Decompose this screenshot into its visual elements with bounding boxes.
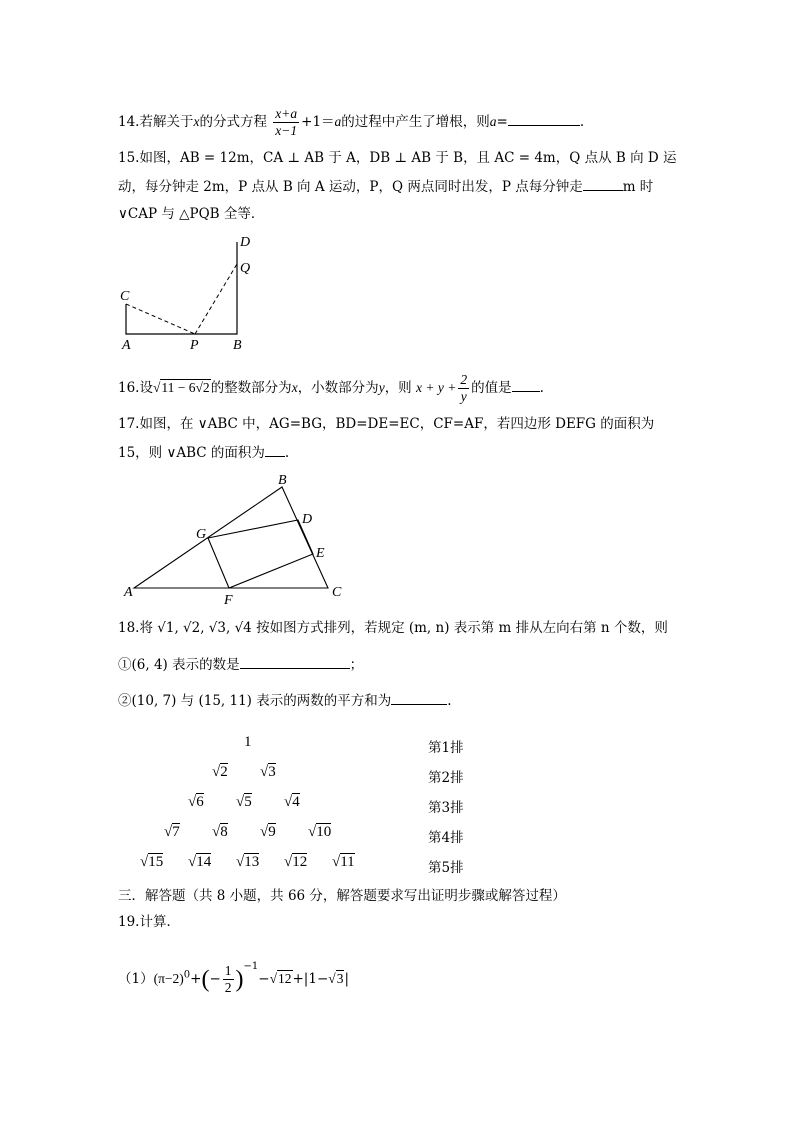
q16-var-y: y — [378, 380, 385, 395]
q15-line-2 — [118, 176, 653, 197]
q19-operator: + — [190, 971, 202, 987]
q19-term-pi: (π−2) — [153, 971, 184, 986]
q18-answer-blank-1[interactable] — [240, 654, 350, 669]
q18-cell-value — [188, 854, 211, 871]
q18-cell-value — [236, 854, 259, 871]
q18-cell-number: 6 — [196, 794, 204, 810]
q19-radicand: 3 — [336, 971, 344, 986]
q19-part-1 — [118, 955, 349, 996]
q15-label-b: B — [233, 338, 242, 353]
q15-segment-pq — [195, 264, 237, 334]
q18-cell-number: 4 — [292, 794, 300, 810]
q18-radical-sign: √ — [284, 794, 293, 810]
q18-cell-number: 1 — [244, 734, 252, 750]
q16-radicand: 11 − 6√2 — [161, 380, 210, 395]
q16-answer-blank[interactable] — [512, 377, 540, 392]
q17-line-1 — [118, 414, 654, 434]
q16-frac-den: y — [460, 389, 467, 404]
q14-fraction — [273, 106, 299, 139]
q19-radicand: 12 — [278, 971, 292, 986]
q19-frac-num: 1 — [224, 963, 232, 978]
q18-cell-value — [260, 764, 276, 781]
q18-cell-number: 14 — [196, 854, 212, 870]
q17-line-2 — [118, 442, 289, 463]
q17-answer-blank[interactable] — [265, 442, 285, 457]
q18-cell-value — [332, 854, 355, 871]
q15-text: ∨CAP 与 △PQB 全等． — [118, 206, 265, 222]
q18-row-label: 第2排 — [428, 770, 464, 786]
q18-radical-sign: √ — [188, 854, 197, 870]
q16-text: ，小数部分为 — [297, 380, 379, 396]
q19-exponent: −1 — [243, 961, 259, 972]
section-3-heading — [118, 886, 566, 906]
q14-var-a: a — [489, 114, 497, 129]
q18-radical-sign: √ — [260, 764, 269, 780]
q18-cell-number: 3 — [268, 764, 276, 780]
q18-cell-number: 15 — [148, 854, 164, 870]
q19-part-label: （1） — [118, 971, 154, 987]
q19-operator: − — [209, 971, 221, 987]
q18-cell-number: 10 — [316, 824, 332, 840]
q18-cell-value — [236, 734, 252, 751]
q16-text: ，则 — [384, 380, 412, 396]
q18-cell-number: 9 — [268, 824, 276, 840]
q15-figure-outline — [126, 242, 237, 334]
q17-text: 15，则 ∨ABC 的面积为 — [118, 445, 265, 461]
q18-radical-sign: √ — [236, 794, 245, 810]
q14-frac-den: x−1 — [275, 123, 298, 138]
q18-item-1 — [118, 654, 363, 675]
q18-cell-value — [212, 824, 228, 841]
q19-operator: − — [258, 971, 270, 987]
q18-cell-number: 5 — [244, 794, 252, 810]
q14-text: . — [579, 114, 585, 130]
q18-row-label: 第1排 — [428, 740, 464, 756]
q15-segment-cp — [126, 304, 195, 334]
q18-cell-number: 8 — [220, 824, 228, 840]
q15-line-3 — [118, 204, 264, 224]
q17-label-b: B — [278, 473, 287, 488]
q15-text: 动，每分钟走 2m，P 点从 B 向 A 运动，P，Q 两点同时出发，P 点每分钟走 — [118, 179, 583, 195]
q18-text: 18.将 √1, √2, √3, √4 按如图方式排列，若规定 (m, n) 表示第 m 排从左向右第 n 个数，则 — [118, 620, 668, 636]
q18-cell-value — [236, 794, 252, 811]
q19-text: | — [344, 971, 349, 987]
q17-triangle-abc — [134, 487, 328, 588]
q18-radical-sign: √ — [212, 764, 221, 780]
q18-cell-number: 11 — [340, 854, 355, 870]
q17-label-d: D — [302, 512, 313, 527]
q15-label-a: A — [122, 338, 131, 353]
q19-radical: √12 — [269, 971, 292, 986]
q16-line — [118, 372, 544, 405]
q18-cell-value — [260, 824, 276, 841]
q18-row-label: 第4排 — [428, 830, 464, 846]
q18-cell-number: 7 — [172, 824, 180, 840]
q18-row-label: 第3排 — [428, 800, 464, 816]
q18-cell-number: 2 — [220, 764, 228, 780]
q18-cell-value — [284, 794, 300, 811]
q18-cell-number: 13 — [244, 854, 260, 870]
section-3-text: 三．解答题（共 8 小题，共 66 分，解答题要求写出证明步骤或解答过程） — [118, 888, 566, 904]
q15-label-d: D — [240, 235, 251, 250]
q18-radical-sign: √ — [188, 794, 197, 810]
q15-line-1 — [118, 148, 677, 168]
q17-label-g: G — [196, 527, 207, 542]
q18-radical-sign: √ — [332, 854, 341, 870]
q16-text: 的整数部分为 — [210, 380, 292, 396]
q18-cell-value — [212, 764, 228, 781]
q19-fraction — [223, 963, 234, 996]
q17-text: . — [284, 445, 290, 461]
q14-var-x: x — [193, 114, 200, 129]
q18-cell-number: 12 — [292, 854, 308, 870]
q19-paren: ( — [201, 966, 210, 993]
q17-label-f: F — [224, 593, 233, 608]
q14-text: 的分式方程 — [199, 114, 267, 130]
q15-label-q: Q — [240, 261, 251, 276]
q18-line-1 — [118, 618, 668, 638]
q14-answer-blank[interactable] — [508, 111, 580, 126]
q18-cell-value — [284, 854, 307, 871]
q15-label-p: P — [190, 338, 199, 353]
q17-label-c: C — [332, 585, 342, 600]
q14-var-a: a — [334, 114, 342, 129]
q18-text: ； — [349, 657, 364, 673]
q18-row-label: 第5排 — [428, 860, 464, 876]
q17-label-e: E — [316, 546, 325, 561]
q14-text: 14.若解关于 — [118, 114, 194, 130]
q18-radical-sign: √ — [260, 824, 269, 840]
q18-radical-sign: √ — [284, 854, 293, 870]
q17-label-a: A — [124, 585, 133, 600]
q18-text: ②(10, 7) 与 (15, 11) 表示的两数的平方和为 — [118, 693, 392, 709]
q19-title — [118, 912, 180, 932]
q19-exponent: 0 — [183, 969, 191, 981]
q19-text: 19.计算． — [118, 914, 180, 930]
q17-quadrilateral-defg — [208, 520, 313, 588]
q18-item-2 — [118, 690, 452, 711]
q18-radical-sign: √ — [236, 854, 245, 870]
q15-text: 15.如图，AB = 12m，CA ⊥ AB 于 A，DB ⊥ AB 于 B，且 AC = 4m，Q 点从 B 向 D 运 — [118, 150, 677, 166]
q18-cell-value — [308, 824, 331, 841]
q15-answer-blank[interactable] — [583, 176, 623, 191]
q16-var-x: x — [291, 380, 298, 395]
q14-text: = — [496, 114, 508, 130]
q18-cell-value — [140, 854, 163, 871]
q18-cell-value — [188, 794, 204, 811]
q18-text: ①(6, 4) 表示的数是 — [118, 657, 240, 673]
q18-radical-sign: √ — [308, 824, 317, 840]
q14-text: +1＝ — [301, 114, 335, 130]
q18-radical-sign: √ — [212, 824, 221, 840]
q14-text: 的过程中产生了增根，则 — [341, 114, 490, 130]
q19-radical: √3 — [328, 971, 344, 986]
q18-text: . — [447, 693, 452, 709]
q18-radical-sign: √ — [140, 854, 149, 870]
q16-frac-num: 2 — [460, 372, 468, 387]
q16-fraction — [458, 372, 469, 405]
q16-text: 的值是 — [471, 380, 512, 396]
q16-radical: √11 − 6√2 — [152, 380, 210, 395]
q17-figure — [118, 468, 358, 608]
q19-frac-den: 2 — [224, 980, 232, 995]
q19-paren: ) — [235, 966, 244, 993]
q15-text: m 时 — [622, 179, 654, 195]
q16-text: 16.设 — [118, 380, 153, 396]
q14-line — [118, 106, 584, 139]
q16-expression: x + y + — [415, 380, 457, 395]
q14-frac-num: x+a — [275, 106, 298, 121]
q18-cell-value — [164, 824, 180, 841]
q15-label-c: C — [120, 289, 130, 304]
q19-text: +|1− — [292, 971, 329, 987]
q18-answer-blank-2[interactable] — [391, 690, 447, 705]
q17-text: 17.如图，在 ∨ABC 中，AG=BG，BD=DE=EC，CF=AF，若四边形 DEFG 的面积为 — [118, 416, 655, 432]
q15-figure — [110, 230, 270, 355]
q16-text: . — [539, 380, 544, 396]
q18-radical-sign: √ — [164, 824, 173, 840]
